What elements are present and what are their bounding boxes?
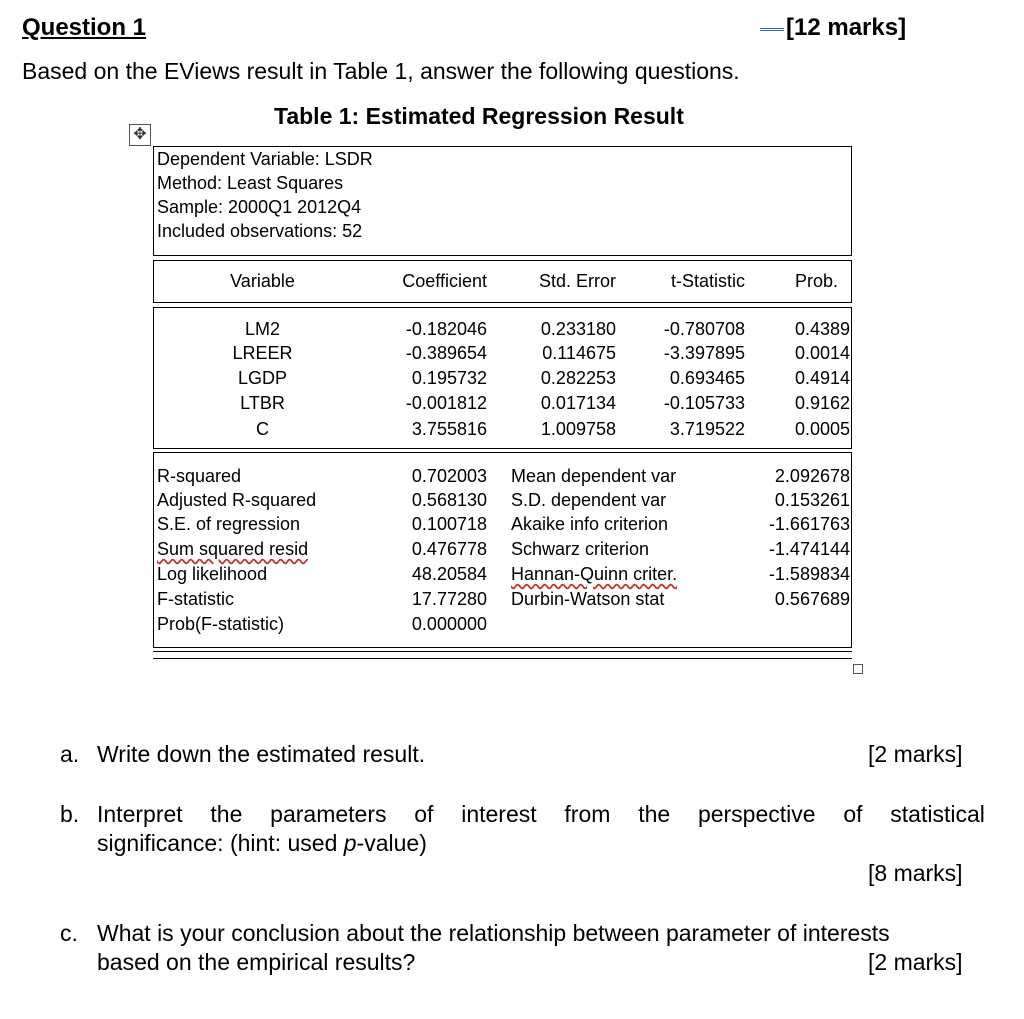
- part-b-label: b.: [60, 801, 80, 827]
- stat-label: Log likelihood: [157, 564, 268, 584]
- stat-label: Akaike info criterion: [511, 514, 669, 534]
- row-std-error: 0.282253: [540, 368, 616, 388]
- header-variable: Variable: [230, 271, 295, 291]
- row-t-statistic: 3.719522: [669, 419, 745, 439]
- stat-value: 0.702003: [411, 466, 487, 486]
- table-title: Table 1: Estimated Regression Result: [274, 103, 684, 129]
- stat-value: -1.661763: [768, 514, 850, 534]
- header-std-error: Std. Error: [538, 271, 616, 291]
- row-std-error: 0.114675: [542, 343, 616, 363]
- stat-value: -1.474144: [768, 539, 850, 559]
- row-variable: LTBR: [240, 393, 285, 413]
- question-title: Question 1: [22, 14, 147, 41]
- meta-method: Method: Least Squares: [157, 173, 344, 193]
- table-resize-handle[interactable]: [853, 664, 863, 674]
- row-t-statistic: -3.397895: [663, 343, 745, 363]
- question-marks: [760, 14, 906, 42]
- header-t-statistic: t-Statistic: [670, 271, 745, 291]
- row-variable: LGDP: [237, 368, 288, 388]
- row-std-error: 0.233180: [540, 319, 616, 339]
- part-c-line1: What is your conclusion about the relationship between parameter of interests: [97, 920, 890, 946]
- stat-value: 0.476778: [411, 539, 487, 559]
- table-move-handle-icon[interactable]: ✥: [129, 124, 151, 146]
- part-c-marks: [2 marks]: [868, 949, 963, 975]
- stat-value: 17.77280: [411, 589, 487, 609]
- part-b-line1: [97, 801, 985, 828]
- row-t-statistic: 0.693465: [669, 368, 745, 388]
- row-prob: 0.4914: [794, 368, 850, 388]
- stat-label: [511, 564, 677, 585]
- part-b-word: perspective: [697, 801, 816, 827]
- row-std-error: 0.017134: [540, 393, 616, 413]
- row-coefficient: 3.755816: [411, 419, 487, 439]
- part-b-word: from: [564, 801, 611, 827]
- row-variable: C: [256, 419, 269, 439]
- stat-value: 0.567689: [774, 589, 850, 609]
- stat-label: F-statistic: [157, 589, 235, 609]
- stat-label: Mean dependent var: [511, 466, 677, 486]
- part-b-word: of: [414, 801, 434, 827]
- stat-label: Durbin-Watson stat: [511, 589, 665, 609]
- row-coefficient: -0.001812: [405, 393, 487, 413]
- row-coefficient: -0.182046: [405, 319, 487, 339]
- part-b-line2-italic: p: [343, 830, 357, 856]
- row-variable: LREER: [232, 343, 293, 363]
- part-b-line2-suffix: -value): [356, 830, 427, 856]
- question-marks-text: [12 marks]: [786, 14, 907, 41]
- row-coefficient: 0.195732: [411, 368, 487, 388]
- stat-label: [157, 539, 308, 560]
- row-std-error: 1.009758: [540, 419, 616, 439]
- row-prob: 0.9162: [794, 393, 850, 413]
- stat-label: S.D. dependent var: [511, 490, 667, 510]
- row-variable: LM2: [244, 319, 280, 339]
- table-bottom-rule-2: [153, 658, 852, 659]
- stat-value: 2.092678: [774, 466, 850, 486]
- table-bottom-rule: [153, 651, 852, 652]
- row-coefficient: -0.389654: [405, 343, 487, 363]
- part-b-marks: [8 marks]: [868, 860, 963, 886]
- stat-value: 48.20584: [411, 564, 487, 584]
- part-b-word: parameters: [270, 801, 387, 827]
- meta-sample: Sample: 2000Q1 2012Q4: [157, 197, 362, 217]
- stat-value: 0.000000: [411, 614, 487, 634]
- stat-label: Schwarz criterion: [511, 539, 650, 559]
- stat-label-squiggle: Hannan-Quinn criter.: [511, 564, 678, 584]
- part-b-word: statistical: [890, 801, 985, 827]
- stat-label: R-squared: [157, 466, 242, 486]
- question-intro: Based on the EViews result in Table 1, answer the following questions.: [22, 58, 740, 84]
- header-prob: Prob.: [794, 271, 838, 291]
- stat-label: Prob(F-statistic): [157, 614, 285, 634]
- part-c-label: c.: [60, 920, 78, 946]
- part-b-word: Interpret: [97, 801, 183, 827]
- stat-label-squiggle: Sum squared resid: [157, 539, 309, 559]
- part-a-text: Write down the estimated result.: [97, 741, 426, 767]
- header-coefficient: Coefficient: [402, 271, 487, 291]
- stat-value: 0.153261: [774, 490, 850, 510]
- tab-leader: [760, 28, 784, 31]
- part-b-word: interest: [461, 801, 537, 827]
- meta-observations: Included observations: 52: [157, 221, 363, 241]
- part-a-marks: [2 marks]: [868, 741, 963, 767]
- part-c-line2: based on the empirical results?: [97, 949, 416, 975]
- part-b-line2-prefix: significance: (hint: used: [97, 830, 344, 856]
- row-t-statistic: -0.780708: [663, 319, 745, 339]
- row-prob: 0.0005: [794, 419, 850, 439]
- row-prob: 0.4389: [794, 319, 850, 339]
- part-b-line2: [97, 830, 427, 857]
- part-b-word: the: [210, 801, 243, 827]
- meta-dependent-variable: Dependent Variable: LSDR: [157, 149, 373, 169]
- part-b-word: of: [843, 801, 863, 827]
- row-prob: 0.0014: [794, 343, 850, 363]
- part-a-label: a.: [60, 741, 80, 767]
- stat-value: -1.589834: [768, 564, 850, 584]
- stat-value: 0.100718: [411, 514, 487, 534]
- stat-label: Adjusted R-squared: [157, 490, 317, 510]
- stat-value: 0.568130: [411, 490, 487, 510]
- row-t-statistic: -0.105733: [663, 393, 745, 413]
- part-b-word: the: [638, 801, 671, 827]
- stat-label: S.E. of regression: [157, 514, 301, 534]
